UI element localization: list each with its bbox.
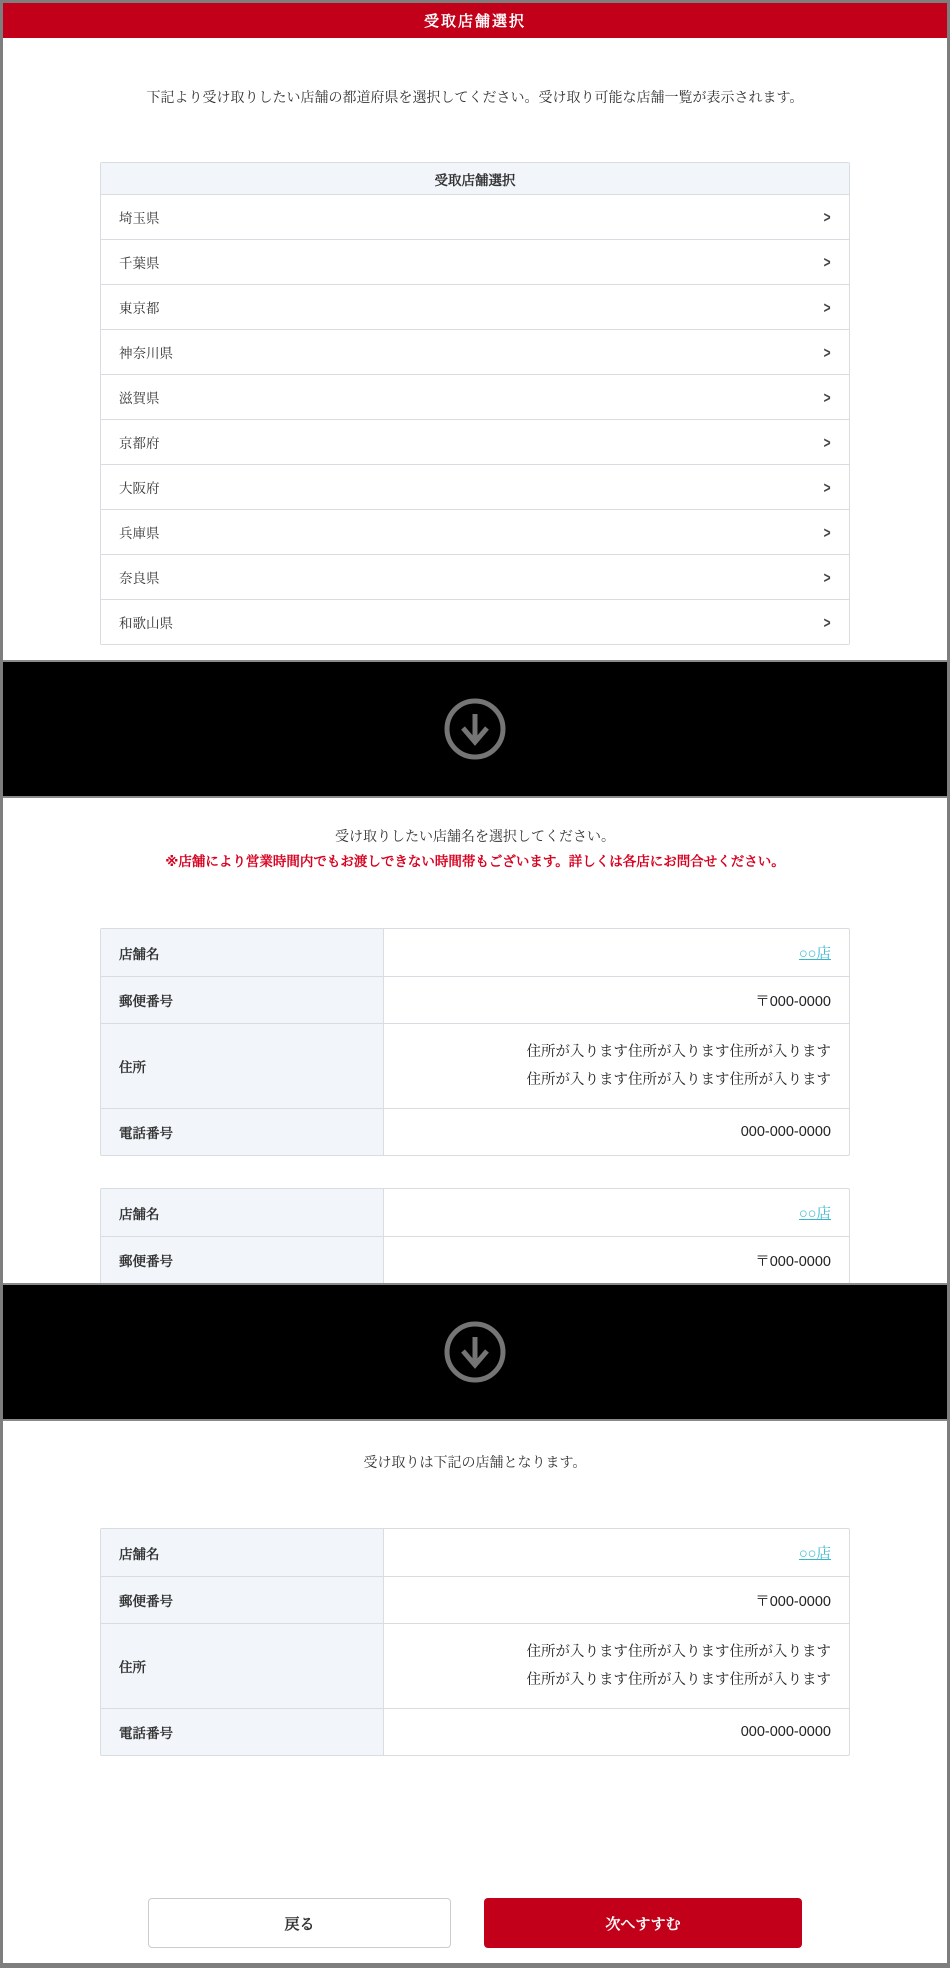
store-row-text: 〒000-0000	[755, 1253, 831, 1270]
store-row-label: 郵便番号	[101, 977, 384, 1023]
chevron-right-icon: >	[823, 567, 831, 587]
prefecture-table-header: 受取店舗選択	[101, 163, 849, 194]
prefecture-row[interactable]	[101, 239, 849, 284]
store-row-value	[384, 1624, 849, 1708]
prefecture-label: 和歌山県	[119, 616, 173, 631]
prefecture-row[interactable]	[101, 464, 849, 509]
store-row	[101, 1023, 849, 1108]
store-row-label: 店舗名	[101, 929, 384, 976]
prefecture-row[interactable]	[101, 509, 849, 554]
confirm-section	[3, 1421, 947, 1948]
confirm-instruction: 受け取りは下記の店舗となります。	[363, 1454, 587, 1470]
store-row-label: 郵便番号	[101, 1237, 384, 1283]
store-name-link[interactable]: ○○店	[798, 1546, 831, 1562]
circle-down-arrow-icon	[443, 1320, 507, 1384]
store-row	[101, 1576, 849, 1623]
prefecture-table	[100, 162, 850, 645]
chevron-right-icon: >	[823, 477, 831, 497]
prefecture-label: 京都府	[119, 436, 160, 451]
button-row	[3, 1898, 947, 1948]
store-row-value	[384, 1709, 849, 1755]
store-row	[101, 1189, 849, 1236]
store-name-link[interactable]: ○○店	[798, 946, 831, 962]
next-button[interactable]: 次へすすむ	[484, 1898, 802, 1948]
address-line: 住所が入ります住所が入ります住所が入ります	[526, 1044, 831, 1060]
prefecture-label: 奈良県	[119, 571, 160, 586]
store-row-label: 住所	[101, 1024, 384, 1108]
store-row-text: 〒000-0000	[755, 993, 831, 1010]
store-detail-table	[100, 928, 850, 1156]
prefecture-rows	[101, 194, 849, 644]
store-select-section	[3, 798, 947, 1283]
back-button[interactable]: 戻る	[148, 1898, 451, 1948]
prefecture-instruction: 下記より受け取りしたい店舗の都道府県を選択してください。受け取り可能な店舗一覧が表示されます。	[146, 89, 804, 105]
address-line: 住所が入ります住所が入ります住所が入ります	[526, 1644, 831, 1660]
store-row-text: 〒000-0000	[755, 1593, 831, 1610]
store-row-text: 000-000-0000	[740, 1724, 831, 1740]
store-row	[101, 1623, 849, 1708]
store-row-value	[384, 1189, 849, 1236]
store-row-label: 電話番号	[101, 1709, 384, 1755]
prefecture-select-section	[3, 38, 947, 660]
store-row	[101, 1708, 849, 1755]
store-row	[101, 976, 849, 1023]
chevron-right-icon: >	[823, 522, 831, 542]
store-row-label: 店舗名	[101, 1189, 384, 1236]
chevron-right-icon: >	[823, 342, 831, 362]
prefecture-label: 東京都	[119, 301, 160, 316]
prefecture-row[interactable]	[101, 374, 849, 419]
store-row-label: 電話番号	[101, 1109, 384, 1155]
address-line: 住所が入ります住所が入ります住所が入ります	[526, 1072, 831, 1088]
chevron-right-icon: >	[823, 207, 831, 227]
prefecture-row[interactable]	[101, 329, 849, 374]
prefecture-label: 千葉県	[119, 256, 160, 271]
store-detail-table	[100, 1528, 850, 1756]
store-row-label: 郵便番号	[101, 1577, 384, 1623]
chevron-right-icon: >	[823, 297, 831, 317]
prefecture-row[interactable]	[101, 284, 849, 329]
chevron-right-icon: >	[823, 387, 831, 407]
prefecture-label: 神奈川県	[119, 346, 173, 361]
store-row	[101, 1108, 849, 1155]
store-row-value	[384, 1109, 849, 1155]
store-row-label: 店舗名	[101, 1529, 384, 1576]
store-row-value	[384, 1237, 849, 1283]
store-name-link[interactable]: ○○店	[798, 1206, 831, 1222]
store-detail-table	[100, 1188, 850, 1284]
circle-down-arrow-icon	[443, 697, 507, 761]
chevron-right-icon: >	[823, 432, 831, 452]
chevron-right-icon: >	[823, 252, 831, 272]
store-row	[101, 929, 849, 976]
prefecture-row[interactable]	[101, 194, 849, 239]
page-header	[3, 3, 947, 38]
store-row	[101, 1236, 849, 1283]
prefecture-row[interactable]	[101, 599, 849, 644]
prefecture-label: 埼玉県	[119, 211, 160, 226]
page-title: 受取店舗選択	[423, 13, 526, 30]
prefecture-label: 兵庫県	[119, 526, 160, 541]
store-select-note: ※店舗により営業時間内でもお渡しできない時間帯もございます。詳しくは各店にお問合せください。	[165, 854, 785, 869]
scroll-divider-1	[3, 660, 947, 798]
store-row-value	[384, 1024, 849, 1108]
scroll-divider-2	[3, 1283, 947, 1421]
store-row-text: 000-000-0000	[740, 1124, 831, 1140]
store-row-value	[384, 929, 849, 976]
store-row-value	[384, 977, 849, 1023]
store-row	[101, 1529, 849, 1576]
store-row-value	[384, 1577, 849, 1623]
store-row-value	[384, 1529, 849, 1576]
prefecture-label: 大阪府	[119, 481, 160, 496]
prefecture-row[interactable]	[101, 419, 849, 464]
store-row-label: 住所	[101, 1624, 384, 1708]
prefecture-row[interactable]	[101, 554, 849, 599]
address-line: 住所が入ります住所が入ります住所が入ります	[526, 1672, 831, 1688]
store-select-instruction: 受け取りしたい店舗名を選択してください。	[335, 828, 615, 844]
prefecture-label: 滋賀県	[119, 391, 160, 406]
chevron-right-icon: >	[823, 612, 831, 632]
